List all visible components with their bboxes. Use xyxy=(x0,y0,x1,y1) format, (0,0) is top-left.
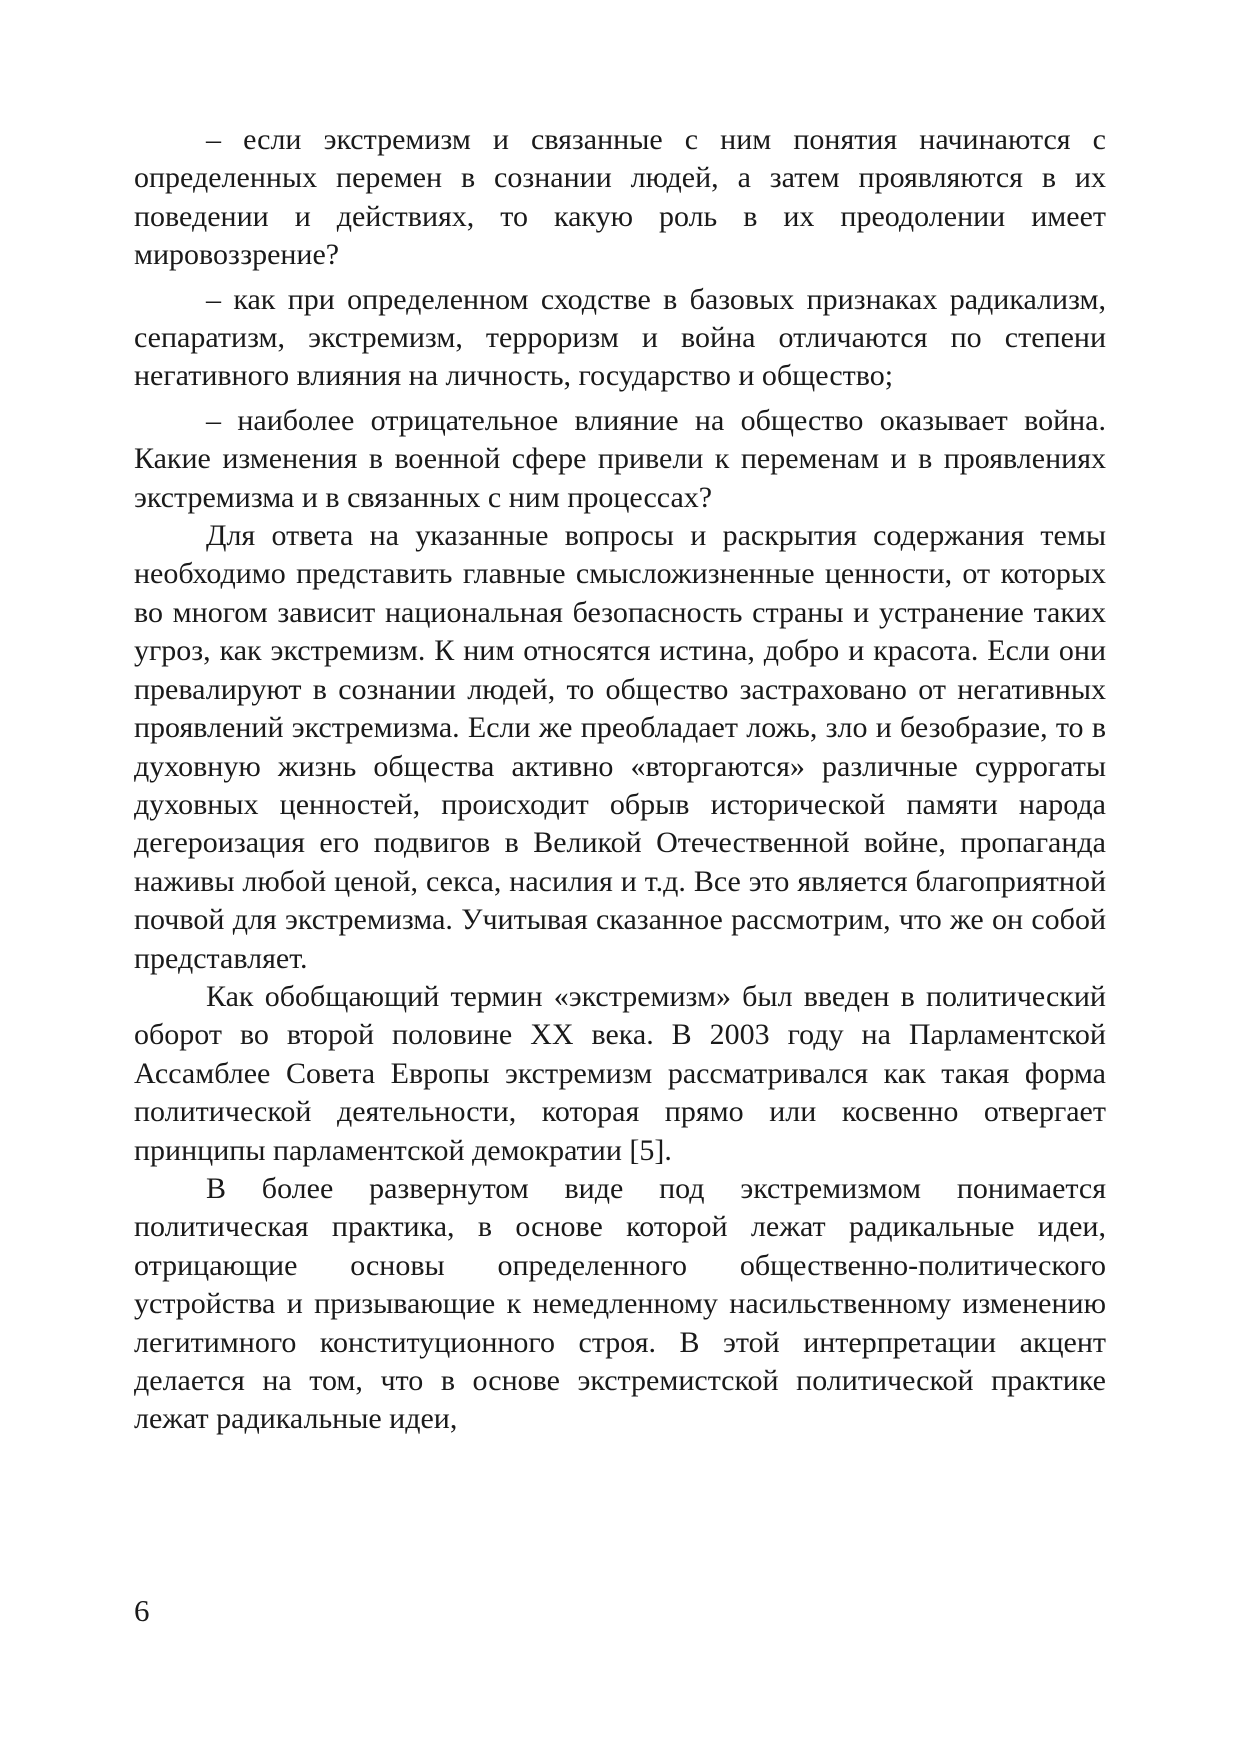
paragraph-values: Для ответа на указанные вопросы и раскрытия содержания темы необходимо представить главные смысложизненные ценности, от которых во многом зависит национальная безопасность страны и устранение таких угроз, как экстремизм. К ним относятся истина, добро и красота. Если они превалируют в сознании людей, то общество застраховано от негативных проявлений экстремизма. Если же преобладает ложь, зло и безобразие, то в духовную жизнь общества активно «вторгаются» различные суррогаты духовных ценностей, происходит обрыв исторической памяти народа дегероизация его подвигов в Великой Отечественной войне, пропаганда наживы любой ценой, секса, насилия и т.д. Все это является благоприятной почвой для экстремизма. Учитывая сказанное рассмотрим, что же он собой представляет. xyxy=(134,519,1106,975)
paragraph-extended-definition: В более развернутом виде под экстремизмом понимается политическая практика, в основе которой лежат радикальные идеи, отрицающие основы определенного общественно-политического устройства и призывающие к немедленному насильственному изменению легитимного конституционного строя. В этой интерпретации акцент делается на том, что в основе экстремистской политической практике лежат радикальные идеи, xyxy=(134,1171,1106,1436)
paragraph-term-definition: Как обобщающий термин «экстремизм» был введен в политический оборот во второй половине XX века. В 2003 году на Парламентской Ассамблее Совета Европы экстремизм рассматривался как такая форма политической деятельности, которая прямо или косвенно отвергает принципы парламентской демократии [5]. xyxy=(134,979,1106,1167)
paragraph-bullet-war: – наиболее отрицательное влияние на общество оказывает война. Какие изменения в военной сфере привели к переменам и в проявлениях экстремизма и в связанных с ним процессах? xyxy=(134,403,1106,514)
body-text xyxy=(134,121,1106,1439)
paragraph-bullet-differences: – как при определенном сходстве в базовых признаках радикализм, сепаратизм, экстремизм, терроризм и война отличаются по степени негативного влияния на личность, государство и общество; xyxy=(134,282,1106,393)
paragraph-bullet-worldview: – если экстремизм и связанные с ним понятия начинаются с определенных перемен в сознании людей, а затем проявляются в их поведении и действиях, то какую роль в их преодолении имеет мировоззрение? xyxy=(134,123,1106,272)
page-number: 6 xyxy=(134,1593,150,1628)
